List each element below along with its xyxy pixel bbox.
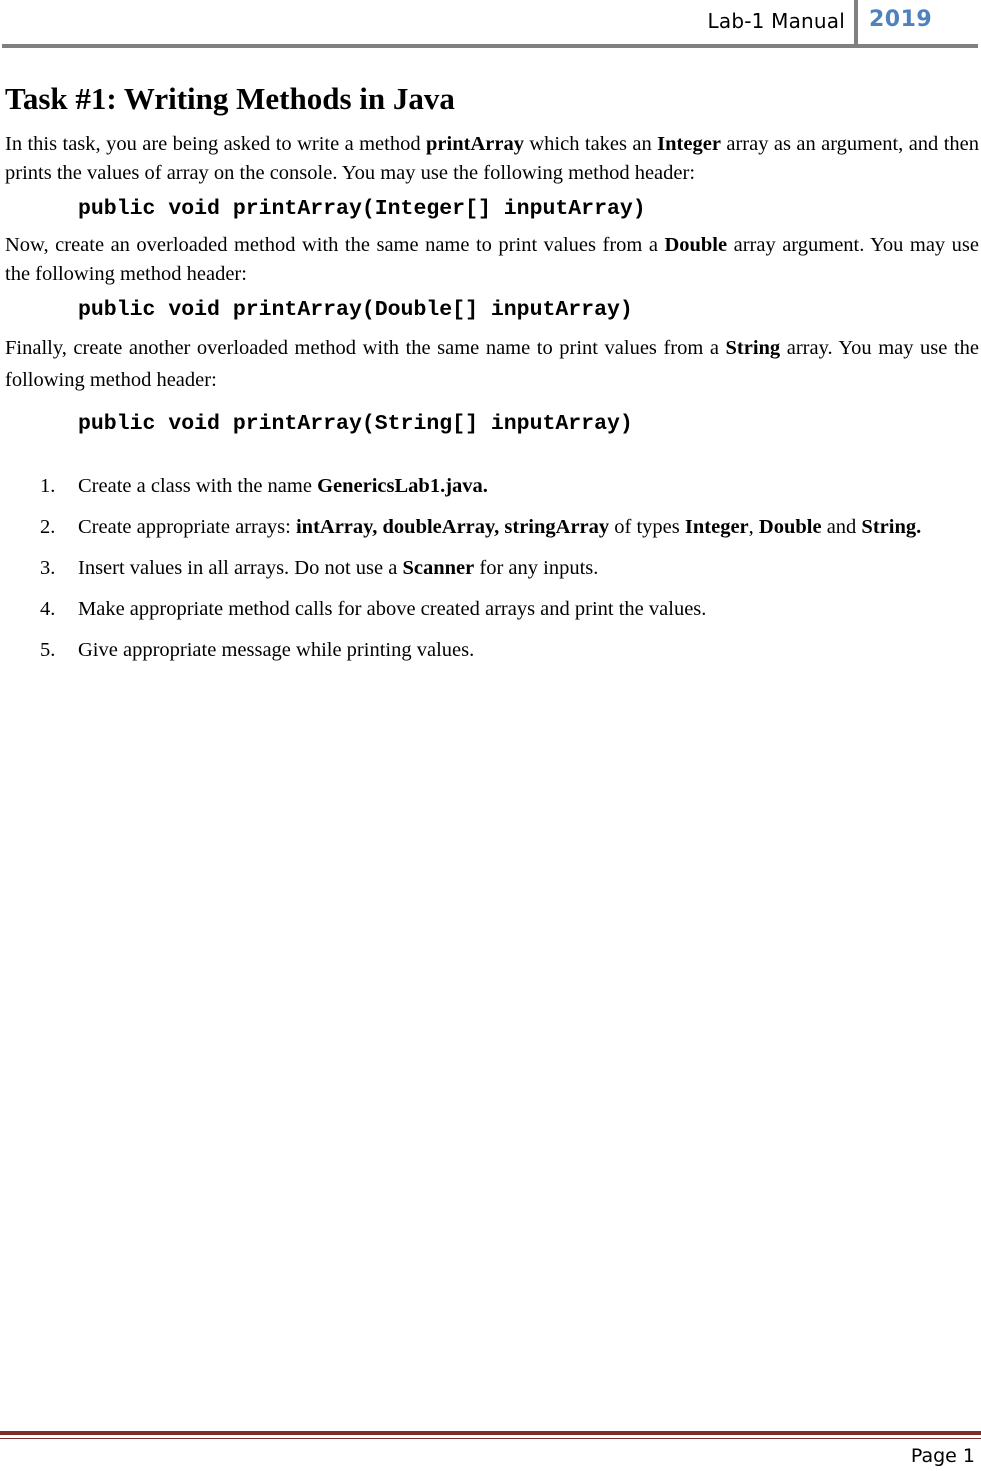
list-item: 1. Create a class with the name GenericsLab1.java. (40, 475, 488, 497)
code-header-string: public void printArray(String[] inputArray) (78, 412, 633, 436)
double-paragraph: Now, create an overloaded method with the same name to print values from a Double array argument. You may use the following method header: (5, 234, 979, 285)
page-header (0, 0, 981, 50)
code-header-integer: public void printArray(Integer[] inputArray) (78, 197, 646, 221)
footer-rule-thin (0, 1438, 981, 1439)
string-paragraph: Finally, create another overloaded method with the same name to print values from a String array. You may use the following method header: (5, 337, 979, 391)
list-item: 4. Make appropriate method calls for above created arrays and print the values. (40, 598, 707, 620)
steps-list (5, 472, 979, 665)
list-item: 2. Create appropriate arrays: intArray, doubleArray, stringArray of types Integer, Double and String. (40, 516, 922, 538)
page-content (5, 80, 979, 677)
task-heading: Task #1: Writing Methods in Java (5, 81, 455, 116)
header-separator (854, 0, 858, 48)
footer-rule (0, 1431, 981, 1435)
header-rule (2, 44, 978, 48)
intro-paragraph: In this task, you are being asked to write a method printArray which takes an Integer array as an argument, and then prints the values of array on the console. You may use the following method header: (5, 133, 979, 184)
header-year: 2019 (869, 7, 933, 32)
header-title: Lab-1 Manual (707, 9, 845, 33)
page-number: Page 1 (910, 1445, 975, 1467)
code-header-double: public void printArray(Double[] inputArray) (78, 298, 633, 322)
list-item: 3. Insert values in all arrays. Do not use a Scanner for any inputs. (40, 557, 599, 579)
list-item: 5. Give appropriate message while printing values. (40, 639, 475, 661)
